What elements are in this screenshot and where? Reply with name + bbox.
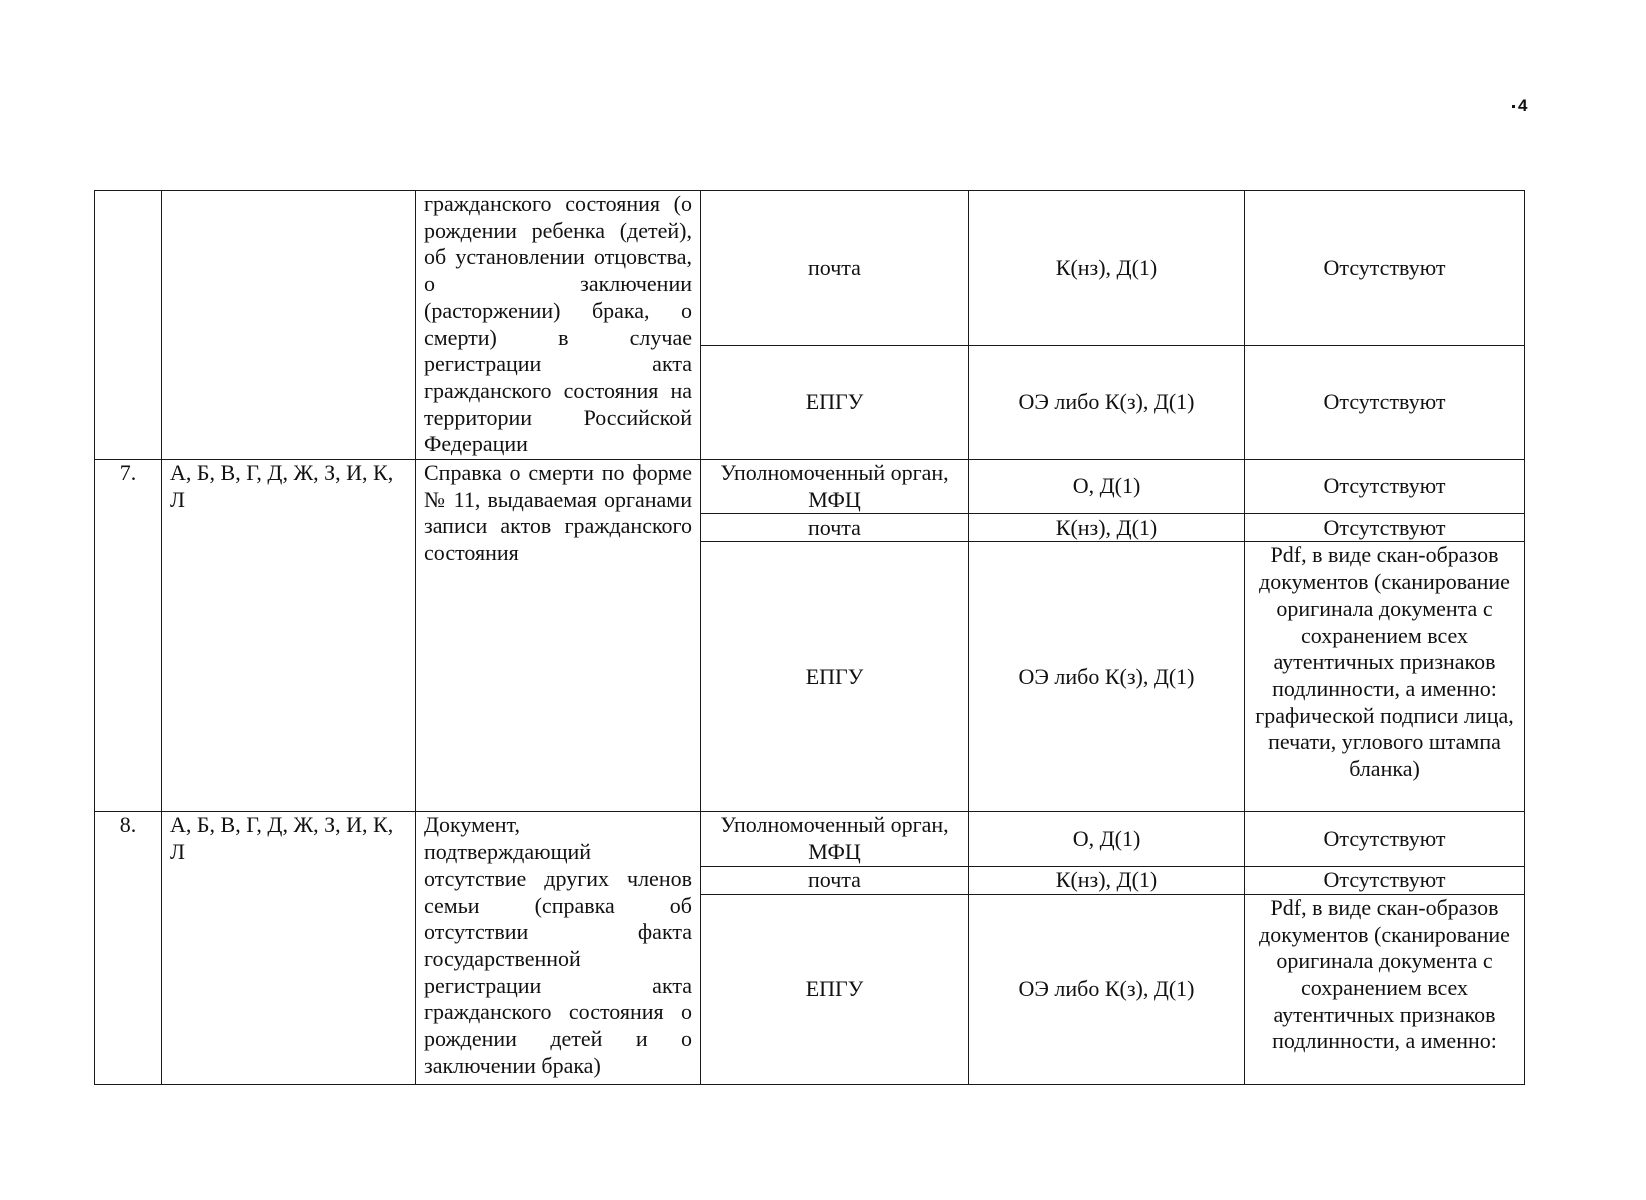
submission-requirement: О, Д(1): [969, 460, 1245, 514]
submission-channel: ЕПГУ: [701, 894, 969, 1084]
submission-requirement: К(нз), Д(1): [969, 514, 1245, 542]
electronic-format: Отсутствуют: [1245, 812, 1525, 866]
row-number-cell: 7.: [95, 460, 162, 812]
table-row: [95, 460, 1525, 514]
submission-requirement: О, Д(1): [969, 812, 1245, 866]
electronic-format: Отсутствуют: [1245, 191, 1525, 346]
submission-channel: ЕПГУ: [701, 346, 969, 460]
submission-requirement: К(нз), Д(1): [969, 191, 1245, 346]
submission-channel: ЕПГУ: [701, 542, 969, 812]
electronic-format: Pdf, в виде скан-образов документов (сканирование оригинала документа с сохранением всех аутентичных признаков подлинности, а именно:: [1245, 894, 1525, 1084]
table-row: [95, 191, 1525, 346]
table-row: [95, 812, 1525, 866]
submission-requirement: К(нз), Д(1): [969, 866, 1245, 894]
submission-channel: почта: [701, 191, 969, 346]
submission-channel: почта: [701, 866, 969, 894]
electronic-format: Отсутствуют: [1245, 460, 1525, 514]
page-number: 4: [1512, 96, 1528, 116]
submission-requirement: ОЭ либо К(з), Д(1): [969, 542, 1245, 812]
documents-table: [94, 190, 1525, 1085]
categories-cell: А, Б, В, Г, Д, Ж, З, И, К, Л: [162, 812, 416, 1084]
row-number-cell: [95, 191, 162, 460]
categories-cell: [162, 191, 416, 460]
electronic-format: Отсутствуют: [1245, 514, 1525, 542]
row-number-cell: 8.: [95, 812, 162, 1084]
electronic-format: Pdf, в виде скан-образов документов (сканирование оригинала документа с сохранением всех аутентичных признаков подлинности, а именно: графической подписи лица, печати, углового штампа бланка): [1245, 542, 1525, 812]
submission-channel: почта: [701, 514, 969, 542]
document-description: Документ, подтверждающий отсутствие других членов семьи (справка об отсутствии факта государственной регистрации акта гражданского состояния о рождении детей и о заключении брака): [416, 812, 701, 1084]
submission-channel: Уполномоченный орган, МФЦ: [701, 460, 969, 514]
document-description: гражданского состояния (о рождении ребенка (детей), об установлении отцовства, о заключении (расторжении) брака, о смерти) в случае регистрации акта гражданского состояния на территории Российской Федерации: [416, 191, 701, 460]
electronic-format: Отсутствуют: [1245, 866, 1525, 894]
submission-channel: Уполномоченный орган, МФЦ: [701, 812, 969, 866]
submission-requirement: ОЭ либо К(з), Д(1): [969, 894, 1245, 1084]
electronic-format: Отсутствуют: [1245, 346, 1525, 460]
submission-requirement: ОЭ либо К(з), Д(1): [969, 346, 1245, 460]
document-description: Справка о смерти по форме № 11, выдаваемая органами записи актов гражданского состояния: [416, 460, 701, 812]
categories-cell: А, Б, В, Г, Д, Ж, З, И, К, Л: [162, 460, 416, 812]
